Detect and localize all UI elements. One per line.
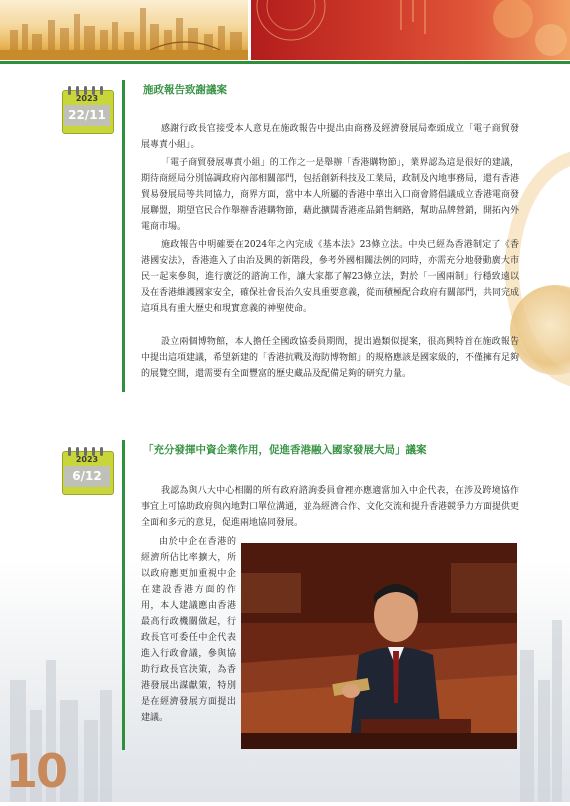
- section-vertical-bar: [122, 440, 125, 750]
- calendar-icon: [62, 447, 112, 495]
- calendar-year: 2023: [75, 94, 99, 103]
- paragraph: 「電子商貿發展專責小組」的工作之一是舉辦「香港購物節」，業界認為這是很好的建議，期待商經局分別協調政府內部相關部門，包括創新科技及工業局，政制及內地事務局，還有香港貿易發展局等共同協力，商界方面，當中本人所屬的香港中華出入口商會將倡議成立香港電商發展聯盟，期望官民合作舉辦香港購物節，藉此擴闊香港產品銷售網路，幫助品牌營銷，開拓內外電商市場。: [141, 158, 520, 232]
- calendar-icon: [62, 86, 112, 134]
- paragraph: 由於中企在香港的經濟所佔比率擴大，所以政府應更加重視中企在建設香港方面的作用，本人建議應由香港最高行政機關做起，行政長官可委任中企代表進入行政會議，參與協助行政長官決策，為香港發展出謀獻策，特別是在經濟發展方面提出建議。: [141, 537, 236, 723]
- section-title: 「充分發揮中資企業作用，促進香港融入國家發展大局」議案: [143, 444, 427, 456]
- paragraph: 我認為與八大中心相關的所有政府諮詢委員會裡亦應適當加入中企代表，在涉及跨境協作事宜上可協助政府與內地對口單位溝通，並為經濟合作、文化交流和提升香港競爭力方面提供更全面和多元的意見，促進兩地協同發展。: [141, 486, 520, 528]
- calendar-rings: [68, 447, 106, 455]
- calendar-rings: [68, 86, 106, 94]
- skyline-graphic: [0, 0, 248, 60]
- lantern-graphic: [251, 0, 570, 60]
- section-vertical-bar: [122, 80, 125, 392]
- header-banner: [0, 0, 570, 64]
- legislator-speaking-photo: [241, 543, 517, 749]
- calendar-date: 6/12: [64, 466, 110, 487]
- paragraph: 設立兩個博物館，本人擔任全國政協委員期間，提出過類似提案，很高興特首在施政報告中提出這項建議，希望新建的「香港抗戰及海防博物館」的規格應該是國家級的，不僅擁有足夠的展覽空間，還需要有全面豐富的歷史藏品及配備足夠的研究力量。: [141, 337, 520, 379]
- calendar-date: 22/11: [64, 105, 110, 126]
- section-title: 施政報告致謝議案: [143, 84, 227, 96]
- paragraph: 施政報告中明確要在2024年之內完成《基本法》23條立法。中央已經為香港制定了《香港國安法》，香港進入了由治及興的新階段，參考外國相關法例的同時，亦需充分地發動廣大市民一起來參與，進行廣泛的諮詢工作，讓大家都了解23條立法，對於「一國兩制」行穩致遠以及在香港維護國家安全，確保社會長治久安具重要意義，從而積極配合政府有關部門，共同完成這項具有重大歷史和現實意義的神聖使命。: [141, 240, 520, 314]
- header-divider: [0, 61, 570, 64]
- photo-graphic: [241, 543, 517, 749]
- calendar-year: 2023: [75, 455, 99, 464]
- page-number: 10: [6, 744, 67, 798]
- lantern-decoration-image: [251, 0, 570, 60]
- city-skyline-image: [0, 0, 248, 60]
- paragraph: 感謝行政長官接受本人意見在施政報告中提出由商務及經濟發展局牽頭成立「電子商貿發展專責小組」。: [141, 124, 519, 150]
